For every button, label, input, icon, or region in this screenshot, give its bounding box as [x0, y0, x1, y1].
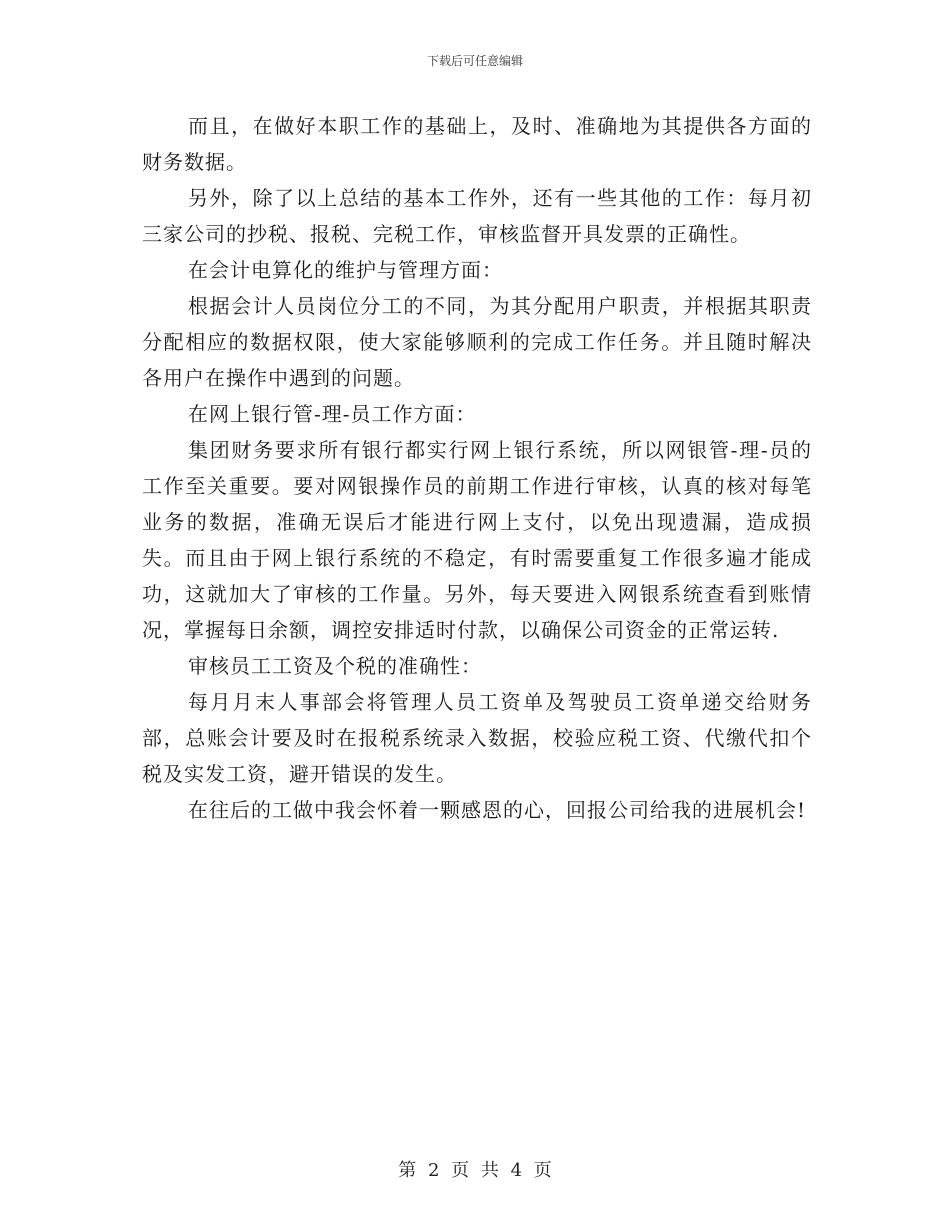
current-page-number: 2: [427, 1160, 440, 1181]
paragraph: 集团财务要求所有银行都实行网上银行系统，所以网银管-理-员的工作至关重要。要对网银操作员的前期工作进行审核，认真的核对每笔业务的数据，准确无误后才能进行网上支付，以免出现遗漏，造成损失。而且由于网上银行系统的不稳定，有时需要重复工作很多遍才能成功，这就加大了审核的工作量。另外，每天要进入网银系统查看到账情况，掌握每日余额，调控安排适时付款，以确保公司资金的正常运转.: [142, 438, 812, 642]
document-body: [142, 108, 812, 828]
paragraph: 而且，在做好本职工作的基础上，及时、准确地为其提供各方面的财务数据。: [142, 114, 812, 174]
total-pages-number: 4: [510, 1160, 523, 1181]
paragraph: 每月月末人事部会将管理人员工资单及驾驶员工资单递交给财务部，总账会计要及时在报税系统录入数据，校验应税工资、代缴代扣个税及实发工资，避开错误的发生。: [142, 690, 812, 786]
page-footer: [0, 1156, 950, 1182]
total-label: 共: [480, 1160, 499, 1181]
page-label-prefix: 第: [398, 1160, 417, 1181]
paragraph: 另外，除了以上总结的基本工作外，还有一些其他的工作：每月初三家公司的抄税、报税、完税工作，审核监督开具发票的正确性。: [142, 186, 812, 246]
section-heading: 审核员工工资及个税的准确性：: [188, 654, 482, 678]
paragraph: 在往后的工做中我会怀着一颗感恩的心，回报公司给我的进展机会!: [188, 798, 807, 822]
paragraph: 根据会计人员岗位分工的不同，为其分配用户职责，并根据其职责分配相应的数据权限，使大家能够顺利的完成工作任务。并且随时解决各用户在操作中遇到的问题。: [142, 294, 812, 390]
page-label-unit: 页: [451, 1160, 470, 1181]
page-header-note: 下载后可任意编辑: [426, 54, 523, 68]
section-heading: 在网上银行管-理-员工作方面：: [188, 402, 477, 426]
section-heading: 在会计电算化的维护与管理方面：: [188, 258, 503, 282]
total-label-unit: 页: [533, 1160, 552, 1181]
